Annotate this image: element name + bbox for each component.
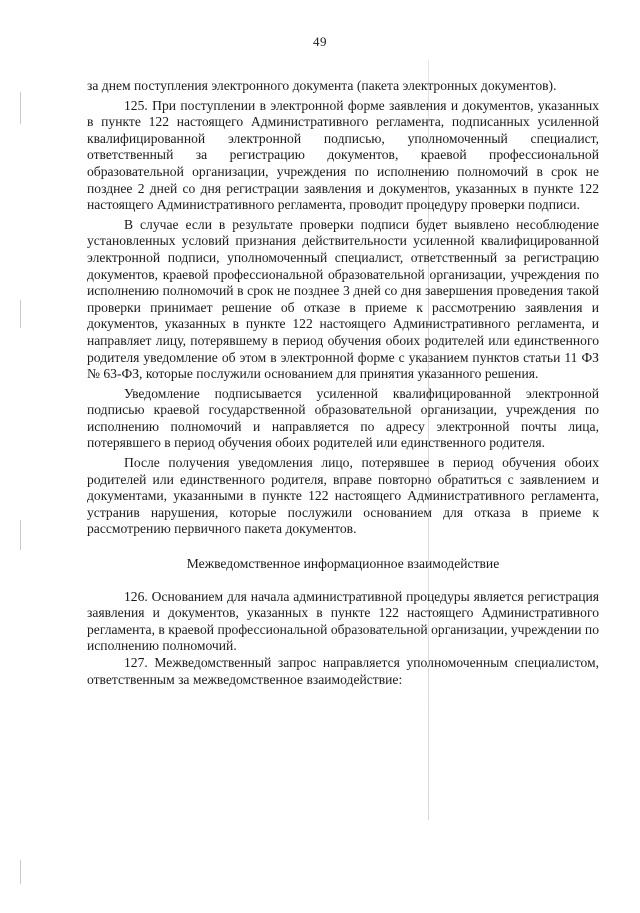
paragraph-signature-check-failure: В случае если в результате проверки подписи будет выявлено несоблюдение установленных условий признания действительности усиленной квалифицированной электронной подписи, уполномоченный специалист, ответственный за регистрацию документов, краевой профессиональной образовательной организации, учреждения по исполнению полномочий в срок не позднее 3 дней со дня завершения проведения такой проверки принимает решение об отказе в приеме к рассмотрению заявления и документов, указанных в пункте 122 настоящего Административного регламента, и направляет лицу, потерявшему в период обучения обоих родителей или единственного родителя уведомление об этом в электронной форме с указанием пунктов статьи 11 ФЗ № 63-ФЗ, которые послужили основанием для принятия указанного решения. <box>87 216 599 382</box>
document-body <box>87 78 599 688</box>
paragraph-notification-signing: Уведомление подписывается усиленной квалифицированной электронной подписью краевой государственной образовательной организации, учреждения по исполнению полномочий и направляется по адресу электронной почты лица, потерявшего в период обучения обоих родителей или единственного родителя. <box>87 385 599 451</box>
paragraph-127: 127. Межведомственный запрос направляется уполномоченным специалистом, ответственным за межведомственное взаимодействие: <box>87 655 599 687</box>
paragraph-125: 125. При поступлении в электронной форме заявления и документов, указанных в пункте 122 настоящего Административного регламента, подписанных усиленной квалифицированной электронной подписью, уполномоченный специалист, ответственный за регистрацию документов, краевой профессиональной образовательной организации, учреждения по исполнению полномочий в срок не позднее 2 дней со дня регистрации заявления и документов, указанных в пункте 122 настоящего Административного регламента, проводит процедуру проверки подписи. <box>87 97 599 213</box>
scan-edge-mark <box>20 92 21 124</box>
scan-edge-mark <box>20 300 21 328</box>
section-heading: Межведомственное информационное взаимодействие <box>186 556 500 572</box>
paragraph-126: 126. Основанием для начала административной процедуры является регистрация заявления и документов, указанных в пункте 122 настоящего Административного регламента, в краевой профессиональной образовательной организации, учреждении по исполнению полномочий. <box>87 588 599 654</box>
scan-edge-mark <box>20 860 21 884</box>
page-number: 49 <box>313 34 327 49</box>
scan-edge-mark <box>20 520 21 550</box>
paragraph-resubmission: После получения уведомления лицо, потерявшее в период обучения обоих родителей или единственного родителя, вправе повторно обратиться с заявлением и документами, указанными в пункте 122 настоящего Административного регламента, устранив нарушения, которые послужили основанием для отказа в приеме к рассмотрению первичного пакета документов. <box>87 455 599 537</box>
paragraph-continuation: за днем поступления электронного документа (пакета электронных документов). <box>87 78 557 93</box>
